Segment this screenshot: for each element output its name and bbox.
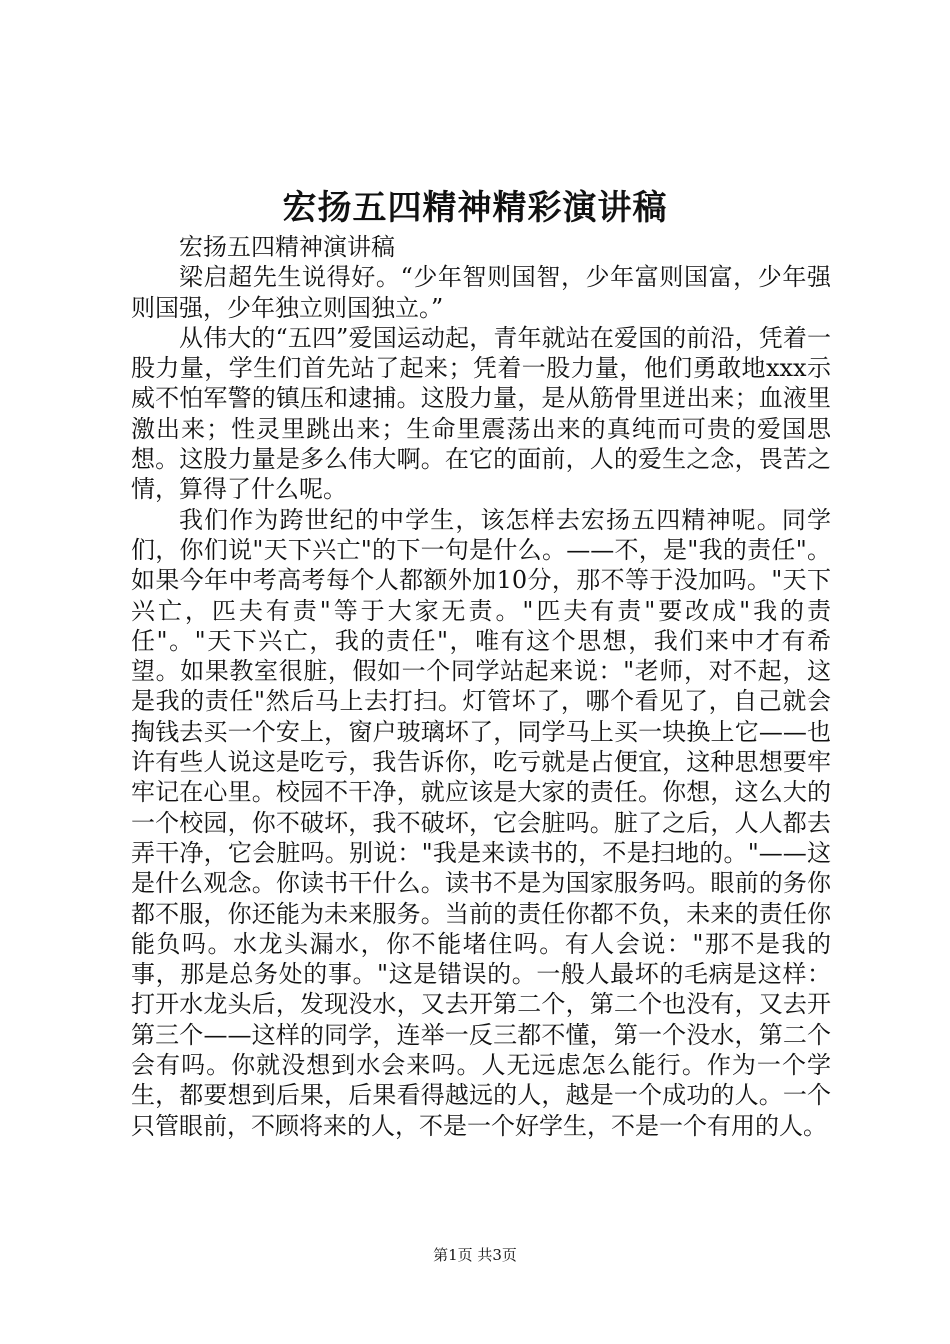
document-body: [131, 232, 831, 1141]
document-title: 宏扬五四精神精彩演讲稿: [282, 188, 668, 228]
paragraph: 梁启超先生说得好。“少年智则国智，少年富则国富，少年强则国强，少年独立则国独立。”: [131, 263, 831, 322]
paragraph: 从伟大的“五四”爱国运动起，青年就站在爱国的前沿，凭着一股力量，学生们首先站了起来；凭着一股力量，他们勇敢地xxx示威不怕军警的镇压和逮捕。这股力量，是从筋骨里迸出来；血液里激出来；性灵里跳出来；生命里震荡出来的真纯而可贵的爱国思想。这股力量是多么伟大啊。在它的面前，人的爱生之念，畏苦之情，算得了什么呢。: [131, 323, 831, 504]
paragraph-subtitle: 宏扬五四精神演讲稿: [179, 233, 395, 261]
paragraph: 我们作为跨世纪的中学生，该怎样去宏扬五四精神呢。同学们，你们说"天下兴亡"的下一句是什么。——不，是"我的责任"。如果今年中考高考每个人都额外加10分，那不等于没加吗。"天下兴亡，匹夫有责"等于大家无责。"匹夫有责"要改成"我的责任"。"天下兴亡，我的责任"，唯有这个思想，我们来中才有希望。如果教室很脏，假如一个同学站起来说："老师，对不起，这是我的责任"然后马上去打扫。灯管坏了，哪个看见了，自己就会掏钱去买一个安上，窗户玻璃坏了，同学马上买一块换上它——也许有些人说这是吃亏，我告诉你，吃亏就是占便宜，这种思想要牢牢记在心里。校园不干净，就应该是大家的责任。你想，这么大的一个校园，你不破坏，我不破坏，它会脏吗。脏了之后，人人都去弄干净，它会脏吗。别说："我是来读书的，不是扫地的。"——这是什么观念。你读书干什么。读书不是为国家服务吗。眼前的务你都不服，你还能为未来服务。当前的责任你都不负，未来的责任你能负吗。水龙头漏水，你不能堵住吗。有人会说："那不是我的事，那是总务处的事。"这是错误的。一般人最坏的毛病是这样：打开水龙头后，发现没水，又去开第二个，第二个也没有，又去开第三个——这样的同学，连举一反三都不懂，第一个没水，第二个会有吗。你就没想到水会来吗。人无远虑怎么能行。作为一个学生，都要想到后果，后果看得越远的人，越是一个成功的人。一个只管眼前，不顾将来的人，不是一个好学生，不是一个有用的人。: [131, 505, 831, 1140]
page-number-footer: 第1页 共3页: [433, 1246, 517, 1264]
